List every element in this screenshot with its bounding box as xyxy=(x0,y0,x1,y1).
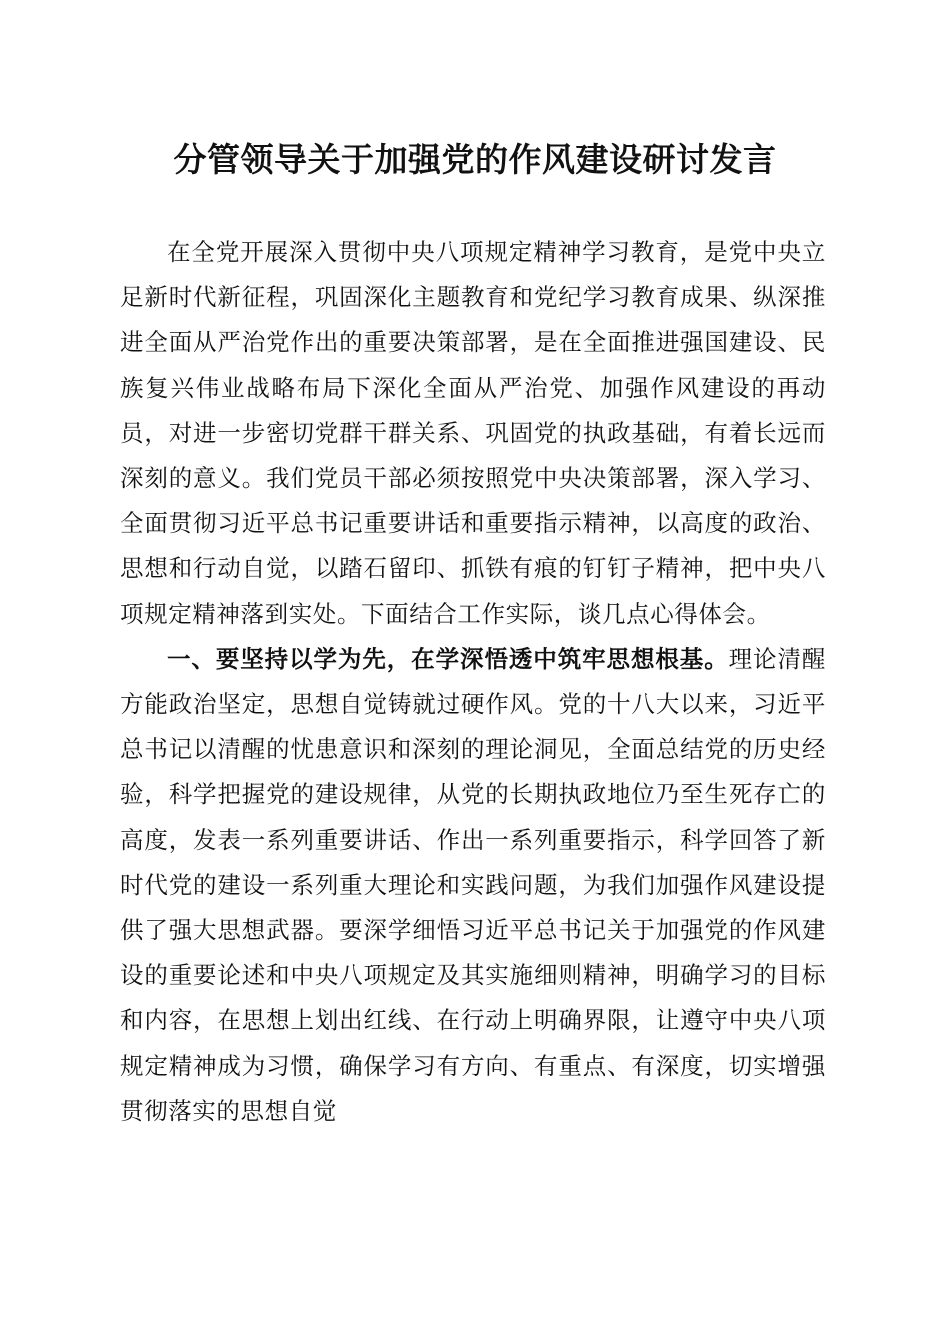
section-1-heading: 一、要坚持以学为先，在学深悟透中筑牢思想根基。 xyxy=(167,644,729,673)
document-body xyxy=(120,230,826,1134)
document-title: 分管领导关于加强党的作风建设研讨发言 xyxy=(173,140,777,179)
intro-paragraph: 在全党开展深入贯彻中央八项规定精神学习教育，是党中央立足新时代新征程，巩固深化主题教育和党纪学习教育成果、纵深推进全面从严治党作出的重要决策部署，是在全面推进强国建设、民族复兴伟业战略布局下深化全面从严治党、加强作风建设的再动员，对进一步密切党群干群关系、巩固党的执政基础，有着长远而深刻的意义。我们党员干部必须按照党中央决策部署，深入学习、全面贯彻习近平总书记重要讲话和重要指示精神，以高度的政治、思想和行动自觉，以踏石留印、抓铁有痕的钉钉子精神，把中央八项规定精神落到实处。下面结合工作实际，谈几点心得体会。 xyxy=(120,238,826,628)
section-1-text: 理论清醒方能政治坚定，思想自觉铸就过硬作风。党的十八大以来，习近平总书记以清醒的忧患意识和深刻的理论洞见，全面总结党的历史经验，科学把握党的建设规律，从党的长期执政地位乃至生死存亡的高度，发表一系列重要讲话、作出一系列重要指示，科学回答了新时代党的建设一系列重大理论和实践问题，为我们加强作风建设提供了强大思想武器。要深学细悟习近平总书记关于加强党的作风建设的重要论述和中央八项规定及其实施细则精神，明确学习的目标和内容，在思想上划出红线、在行动上明确界限，让遵守中央八项规定精神成为习惯，确保学习有方向、有重点、有深度，切实增强贯彻落实的思想自觉 xyxy=(120,644,826,1125)
section-1-paragraph xyxy=(120,637,826,1134)
